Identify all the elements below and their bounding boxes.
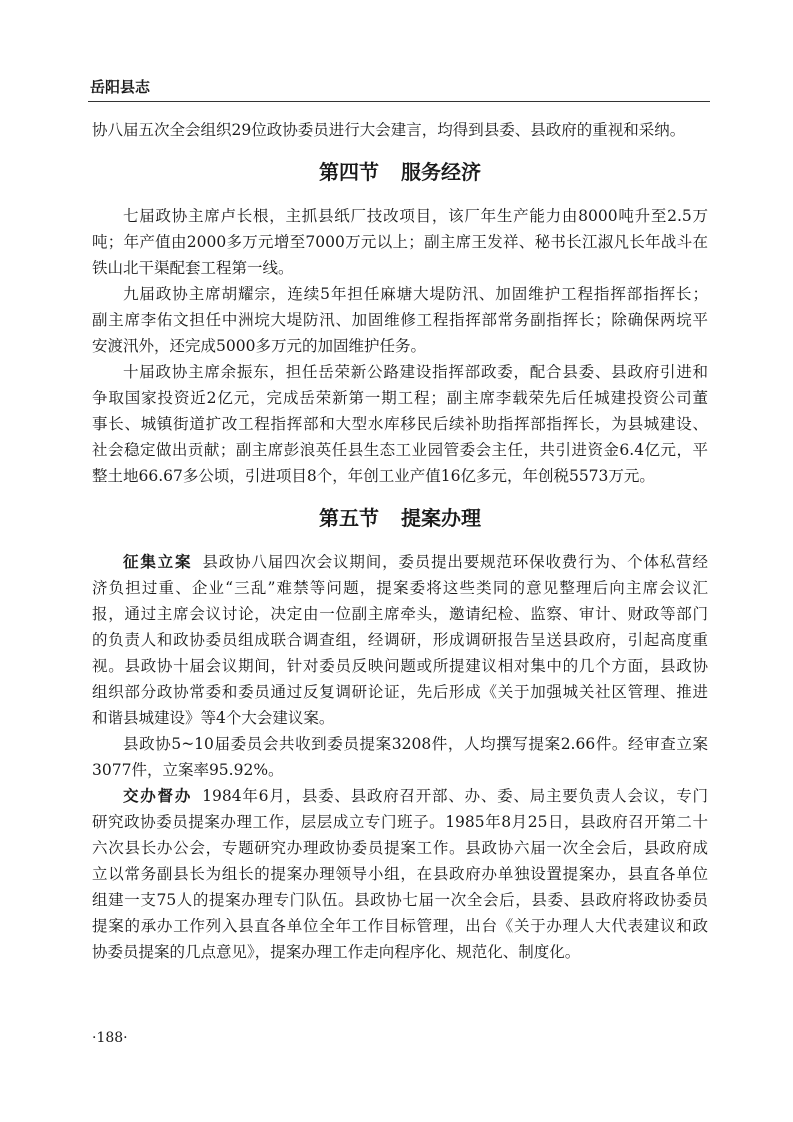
paragraph <box>92 549 708 731</box>
text-line: 研究政协委员提案办理工作，层层成立专门班子。1985年8月25日，县政府召开第二十 <box>92 813 708 831</box>
section-title: 服务经济 <box>401 160 481 184</box>
intro-line: 协八届五次全会组织29位政协委员进行大会建言，均得到县委、县政府的重视和采纳。 <box>92 121 686 139</box>
running-header: 岳阳县志 <box>90 78 151 96</box>
text-line: 县政协5~10届委员会共收到委员提案3208件，人均撰写提案2.66件。经审查立案 <box>123 735 708 753</box>
section-title: 提案办理 <box>401 506 481 530</box>
text-line: 整土地66.67多公顷，引进项目8个，年创工业产值16亿多元，年创税5573万元。 <box>92 467 655 485</box>
text-line: 组织部分政协常委和委员通过反复调研论证，先后形成《关于加强城关社区管理、推进 <box>92 683 708 701</box>
text-line: 十届政协主席余振东，担任岳荣新公路建设指挥部政委，配合县委、县政府引进和 <box>123 363 708 381</box>
text-line: 争取国家投资近2亿元，完成岳荣新第一期工程；副主席李载荣先后任城建投资公司董 <box>92 389 708 407</box>
paragraph <box>92 359 708 489</box>
text-line: 事长、城镇街道扩改工程指挥部和大型水库移民后续补助指挥部指挥长，为县城建设、 <box>92 415 708 433</box>
header-rule <box>88 101 710 102</box>
line-text: 县政协八届四次会议期间，委员提出要规范环保收费行为、个体私营经 <box>202 553 708 571</box>
text-line: 组建一支75人的提案办理专门队伍。县政协七届一次全会后，县委、县政府将政协委员 <box>92 891 708 909</box>
paragraph-keyword: 征集立案 <box>123 552 193 571</box>
section-4-body <box>92 203 708 489</box>
text-line: 副主席李佑文担任中洲垸大堤防汛、加固维修工程指挥部常务副指挥长；除确保两垸平 <box>92 311 708 329</box>
text-line: 的负责人和政协委员组成联合调查组，经调研，形成调研报告呈送县政府，引起高度重 <box>92 631 708 649</box>
section-heading-5 <box>92 490 708 546</box>
paragraph <box>92 783 708 965</box>
paragraph-keyword: 交办督办 <box>123 786 193 805</box>
text-line: 七届政协主席卢长根，主抓县纸厂技改项目，该厂年生产能力由8000吨升至2.5万 <box>123 207 708 225</box>
text-line: 吨；年产值由2000多万元增至7000万元以上；副主席王发祥、秘书长江淑凡长年战斗在 <box>92 233 708 251</box>
section-number: 第四节 <box>319 160 379 184</box>
text-line: 六次县长办公会，专题研究办理政协委员提案工作。县政协六届一次全会后，县政府成 <box>92 839 708 857</box>
text-line: 报，通过主席会议讨论，决定由一位副主席牵头，邀请纪检、监察、审计、财政等部门 <box>92 605 708 623</box>
text-line: 和谐县城建设》等4个大会建议案。 <box>92 709 335 727</box>
text-line <box>92 549 708 575</box>
section-5-body <box>92 549 708 965</box>
section-number: 第五节 <box>319 506 379 530</box>
line-text: 1984年6月，县委、县政府召开部、办、委、局主要负责人会议，专门 <box>202 787 708 805</box>
section-heading-4 <box>92 144 708 200</box>
text-line: 铁山北干渠配套工程第一线。 <box>92 259 294 277</box>
text-line: 安渡汛外，还完成5000多万元的加固维护任务。 <box>92 337 426 355</box>
paragraph <box>92 281 708 359</box>
text-line: 提案的承办工作列入县直各单位全年工作目标管理，出台《关于办理人大代表建议和政 <box>92 917 708 935</box>
text-line: 社会稳定做出贡献；副主席彭浪英任县生态工业园管委会主任，共引进资金6.4亿元，平 <box>92 441 708 459</box>
text-line: 立以常务副县长为组长的提案办理领导小组，在县政府办单独设置提案办，县直各单位 <box>92 865 708 883</box>
text-line: 视。县政协十届会议期间，针对委员反映问题或所提建议相对集中的几个方面，县政协 <box>92 657 708 675</box>
text-line <box>92 783 708 809</box>
paragraph <box>92 203 708 281</box>
page-number: ·188· <box>92 1030 128 1046</box>
text-line: 济负担过重、企业“三乱”难禁等问题，提案委将这些类同的意见整理后向主席会议汇 <box>92 579 708 597</box>
text-line: 3077件，立案率95.92%。 <box>92 761 284 779</box>
page-body <box>92 117 708 965</box>
paragraph <box>92 731 708 783</box>
text-line: 协委员提案的几点意见》，提案办理工作走向程序化、规范化、制度化。 <box>92 943 581 961</box>
text-line: 九届政协主席胡耀宗，连续5年担任麻塘大堤防汛、加固维护工程指挥部指挥长； <box>123 285 708 303</box>
